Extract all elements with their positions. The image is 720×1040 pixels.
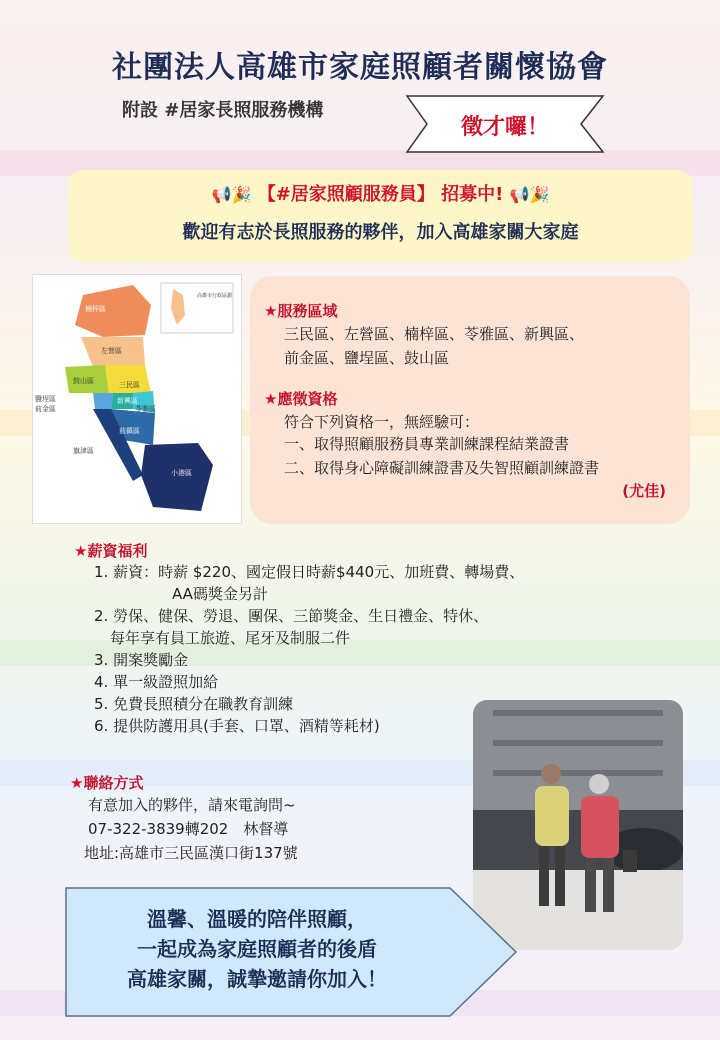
closing-line: 高雄家關，誠摯邀請你加入！ [127, 967, 387, 991]
contact-heading: ★聯絡方式 [70, 774, 144, 792]
closing-callout [62, 882, 520, 1022]
welfare-item: 4. 單一級證照加給 [94, 673, 219, 691]
recruit-welcome: 歡迎有志於長照服務的夥伴，加入高雄家關大家庭 [182, 222, 579, 243]
megaphone-icon: 📢🎉 [509, 185, 550, 204]
megaphone-icon: 📢🎉 [211, 185, 252, 204]
map-district-label: 左營區 [101, 347, 122, 355]
page-title: 社團法人高雄市家庭照顧者關懷協會 [112, 50, 608, 85]
recruit-box [68, 170, 693, 262]
welfare-item: 2. 勞保、健保、勞退、團保、三節獎金、生日禮金、特休、 [94, 607, 489, 625]
welfare-item: 3. 開案獎勵金 [94, 651, 189, 669]
closing-line: 溫馨、溫暖的陪伴照顧， [147, 907, 367, 931]
qualification-intro: 符合下列資格一，無經驗可： [284, 413, 480, 431]
service-line: 三民區、左營區、楠梓區、苓雅區、新興區、 [284, 325, 585, 343]
contact-line: 有意加入的夥伴，請來電詢問~ [88, 796, 296, 814]
map-district-label: 新興區 [117, 397, 138, 405]
map-district-label: 楠梓區 [85, 305, 106, 313]
welfare-item: 每年享有員工旅遊、尾牙及制服二件 [110, 629, 351, 647]
page-subtitle: 附設 #居家長照服務機構 [122, 100, 324, 121]
welfare-item: 5. 免費長照積分在職教育訓練 [94, 695, 294, 713]
qualification-item: 一、取得照顧服務員專業訓練課程結業證書 [284, 435, 570, 453]
welfare-heading: ★薪資福利 [74, 542, 148, 560]
recruit-headline: 【#居家照顧服務員】 招募中! [257, 184, 504, 205]
hiring-banner-text: 徵才囉！ [460, 115, 549, 140]
map-district-label: 前鎮區 [119, 427, 140, 435]
contact-phone[interactable]: 07-322-3839轉202 林督導 [88, 820, 289, 838]
map-district-label: 鼓山區 [73, 377, 94, 385]
contact-address: 地址:高雄市三民區漢口街137號 [84, 844, 298, 862]
district-map [32, 274, 242, 524]
welfare-item: 6. 提供防護用具(手套、口罩、酒精等耗材) [94, 717, 380, 735]
map-district-label: 三民區 [119, 381, 140, 389]
map-district-label: 小港區 [171, 469, 192, 477]
map-district-label: 旗津區 [73, 447, 94, 455]
qualification-item: 二、取得身心障礙訓練證書及失智照顧訓練證書 [284, 459, 600, 477]
qualification-note: (尤佳) [622, 482, 666, 500]
service-line: 前金區、鹽埕區、鼓山區 [284, 349, 450, 367]
qualification-heading: ★應徵資格 [264, 390, 338, 408]
hiring-banner [405, 92, 605, 156]
map-district-label: 苓雅區 [135, 405, 156, 413]
info-box [250, 276, 690, 524]
closing-line: 一起成為家庭照顧者的後盾 [137, 937, 377, 961]
map-inset-label: 高雄市行政區劃 [197, 293, 233, 299]
map-district-label: 前金區 [35, 405, 56, 413]
map-district-label: 鹽埕區 [35, 395, 56, 403]
service-heading: ★服務區域 [264, 302, 338, 320]
welfare-item: AA碼獎金另計 [172, 585, 268, 603]
welfare-item: 1. 薪資：時薪 $220、國定假日時薪$440元、加班費、轉場費、 [94, 563, 525, 581]
contact-section [70, 772, 450, 865]
